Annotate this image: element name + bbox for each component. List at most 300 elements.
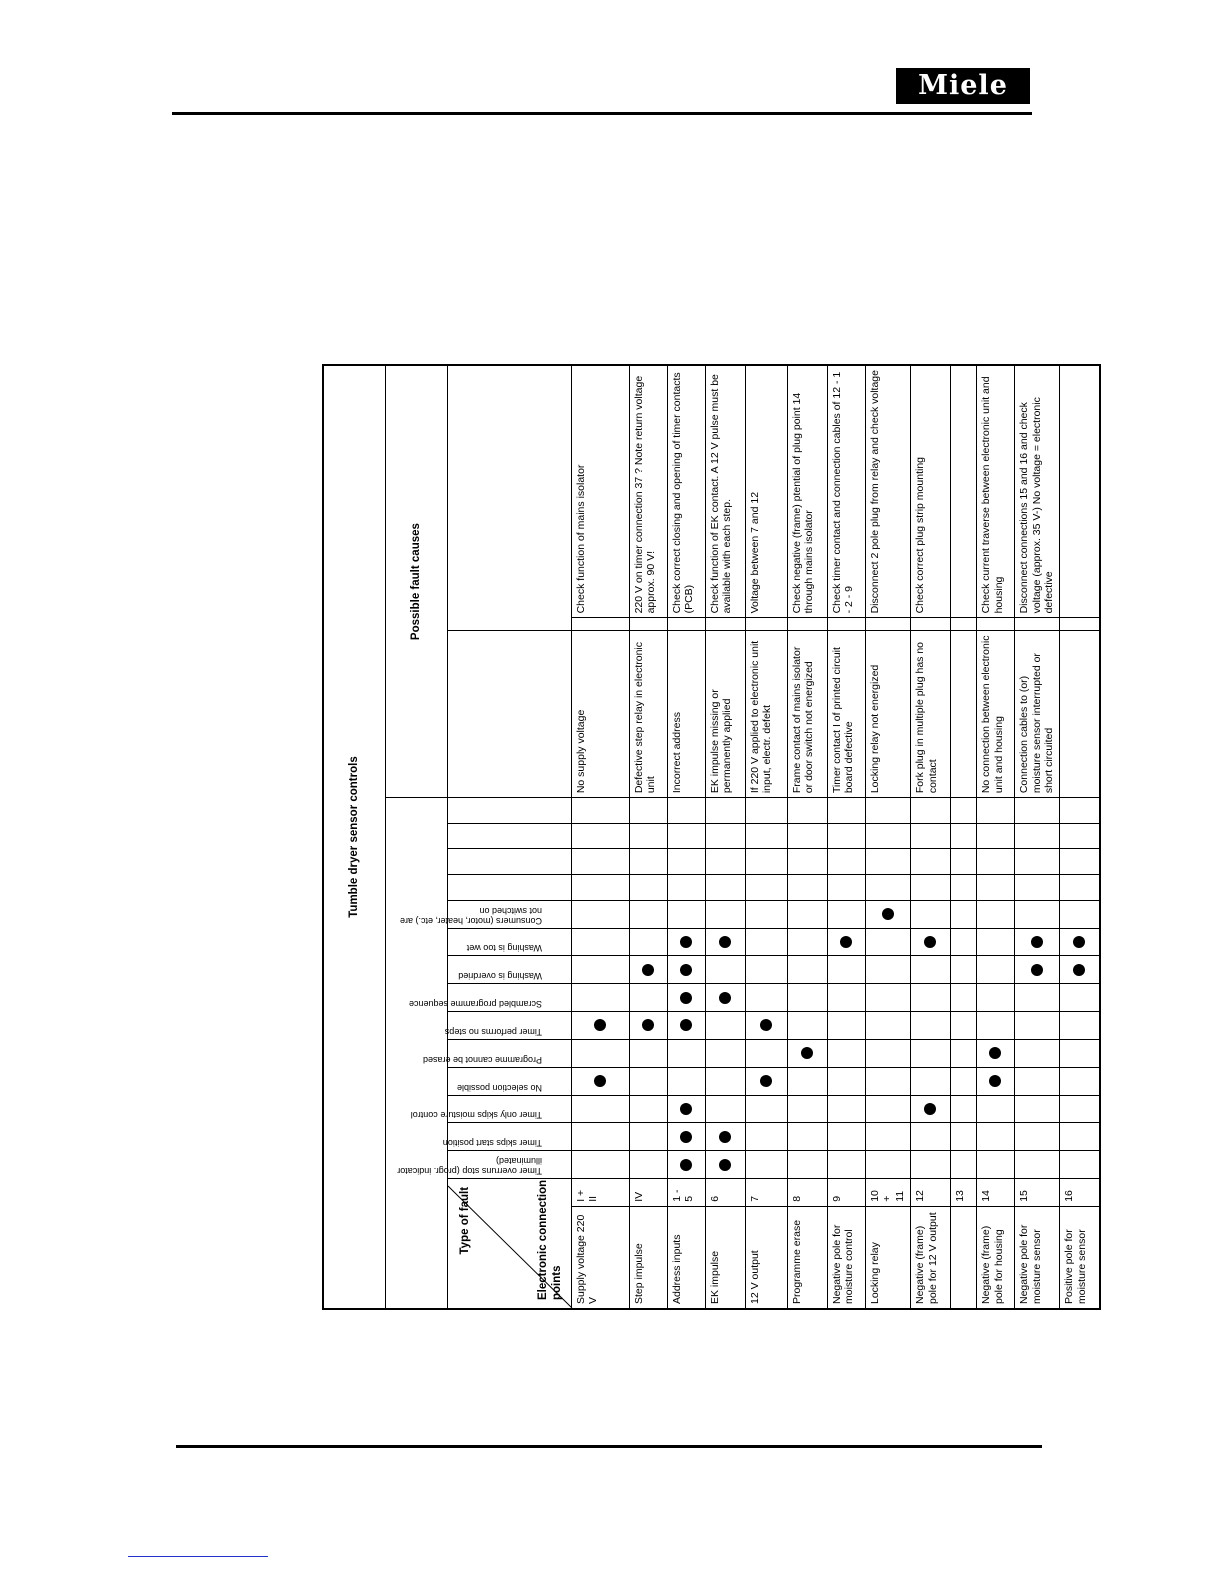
fault-mark-cell bbox=[1060, 984, 1100, 1012]
connection-point-label: Supply voltage 220 V bbox=[571, 1206, 629, 1309]
cause-spacer-cell bbox=[950, 618, 976, 631]
table-row bbox=[1014, 365, 1059, 1309]
cause-spacer-cell bbox=[571, 618, 629, 631]
fault-mark-cell bbox=[705, 900, 745, 928]
fault-mark-cell bbox=[910, 1012, 950, 1040]
connection-point-number: I + II bbox=[571, 1178, 629, 1206]
fault-mark-cell bbox=[1014, 1095, 1059, 1123]
fault-mark-cell bbox=[976, 1151, 1014, 1179]
fault-mark-cell bbox=[827, 984, 865, 1012]
fault-dot bbox=[924, 1103, 936, 1115]
fault-mark-cell bbox=[865, 1012, 910, 1040]
fault-dot bbox=[1031, 964, 1043, 976]
fault-mark-cell bbox=[571, 1039, 629, 1067]
fault-mark-cell bbox=[1060, 1123, 1100, 1151]
empty-cell bbox=[629, 849, 667, 875]
fault-dot bbox=[680, 1159, 692, 1171]
fault-mark-cell bbox=[950, 1012, 976, 1040]
fault-dot bbox=[719, 992, 731, 1004]
empty-cell bbox=[571, 823, 629, 849]
corner-bottom-label: Electronic connection points bbox=[536, 1179, 564, 1300]
fault-mark-cell bbox=[705, 1123, 745, 1151]
fault-mark-cell bbox=[976, 928, 1014, 956]
empty-cell bbox=[705, 875, 745, 901]
fault-type-label: Consumers (motor, heater, etc.) are not switched on bbox=[399, 905, 542, 926]
empty-cell bbox=[910, 798, 950, 824]
cause-spacer-cell bbox=[787, 618, 827, 631]
empty-cell bbox=[976, 798, 1014, 824]
connection-point-number: 14 bbox=[976, 1178, 1014, 1206]
fault-mark-cell bbox=[827, 1151, 865, 1179]
rotated-table-wrapper bbox=[322, 364, 1089, 1310]
fault-mark-cell bbox=[1014, 956, 1059, 984]
fault-dot bbox=[594, 1075, 606, 1087]
connection-point-number: IV bbox=[629, 1178, 667, 1206]
table-corner bbox=[447, 1178, 571, 1309]
fault-type-label: Timer only skips moisture control bbox=[410, 1110, 542, 1121]
empty-cell bbox=[1014, 875, 1059, 901]
empty-cell bbox=[705, 849, 745, 875]
empty-cell bbox=[1014, 823, 1059, 849]
fault-type-label: Timer skips start position bbox=[442, 1138, 542, 1149]
cause-spacer-cell bbox=[1014, 618, 1059, 631]
fault-mark-cell bbox=[745, 984, 787, 1012]
table-row bbox=[865, 365, 910, 1309]
empty-cell bbox=[571, 875, 629, 901]
table-row bbox=[827, 365, 865, 1309]
fault-mark-cell bbox=[827, 956, 865, 984]
fault-mark-cell bbox=[571, 1067, 629, 1095]
connection-point-number: 9 bbox=[827, 1178, 865, 1206]
fault-mark-cell bbox=[571, 900, 629, 928]
fault-dot bbox=[801, 1047, 813, 1059]
empty-cell bbox=[571, 849, 629, 875]
fault-dot bbox=[840, 936, 852, 948]
empty-cell bbox=[1014, 849, 1059, 875]
connection-point-number: 15 bbox=[1014, 1178, 1059, 1206]
table-row bbox=[787, 365, 827, 1309]
empty-cell bbox=[950, 798, 976, 824]
fault-mark-cell bbox=[629, 1095, 667, 1123]
fault-dot bbox=[719, 1159, 731, 1171]
empty-cell bbox=[827, 849, 865, 875]
fault-mark-cell bbox=[629, 900, 667, 928]
fault-mark-cell bbox=[950, 1039, 976, 1067]
fault-cause: Check correct plug strip mounting bbox=[910, 365, 950, 618]
empty-cell bbox=[629, 798, 667, 824]
fault-mark-cell bbox=[745, 956, 787, 984]
fault-type-header bbox=[422, 1039, 571, 1067]
fault-dot bbox=[989, 1047, 1001, 1059]
fault-mark-cell bbox=[910, 984, 950, 1012]
fault-mark-cell bbox=[667, 1012, 705, 1040]
fault-mark-cell bbox=[976, 1095, 1014, 1123]
fault-type-header bbox=[447, 1067, 571, 1095]
connection-point-label: Programme erase bbox=[787, 1206, 827, 1309]
fault-dot bbox=[924, 936, 936, 948]
fault-table bbox=[322, 364, 1101, 1310]
fault-mark-cell bbox=[910, 956, 950, 984]
fault-mark-cell bbox=[910, 928, 950, 956]
fault-description: No connection between electronic unit and housing bbox=[976, 631, 1014, 798]
fault-mark-cell bbox=[571, 1151, 629, 1179]
fault-type-header bbox=[399, 900, 571, 928]
fault-mark-cell bbox=[787, 984, 827, 1012]
fault-cause: Check negative (frame) ptential of plug point 14 through mains isolator bbox=[787, 365, 827, 618]
fault-type-header bbox=[408, 984, 571, 1012]
cause-spacer-cell bbox=[1060, 618, 1100, 631]
fault-mark-cell bbox=[667, 928, 705, 956]
fault-mark-cell bbox=[745, 900, 787, 928]
fault-type-header bbox=[410, 1095, 571, 1123]
fault-type-label: Washing is too wet bbox=[466, 943, 542, 954]
fault-mark-cell bbox=[705, 984, 745, 1012]
cause-spacer-cell bbox=[976, 618, 1014, 631]
fault-mark-cell bbox=[950, 1123, 976, 1151]
empty-header-cell bbox=[447, 849, 571, 875]
connection-point-label: 12 V output bbox=[745, 1206, 787, 1309]
fault-mark-cell bbox=[950, 1095, 976, 1123]
fault-mark-cell bbox=[1014, 1039, 1059, 1067]
fault-mark-cell bbox=[827, 1039, 865, 1067]
fault-mark-cell bbox=[745, 1095, 787, 1123]
fault-mark-cell bbox=[827, 1067, 865, 1095]
fault-description bbox=[950, 631, 976, 798]
corner-top-label: Type of fault bbox=[458, 1186, 471, 1255]
fault-mark-cell bbox=[787, 900, 827, 928]
table-row bbox=[629, 365, 667, 1309]
empty-cell bbox=[1060, 849, 1100, 875]
empty-cell bbox=[745, 823, 787, 849]
connection-point-number: 16 bbox=[1060, 1178, 1100, 1206]
fault-mark-cell bbox=[629, 1151, 667, 1179]
fault-cause: Check function of EK contact. A 12 V pulse must be available with each step. bbox=[705, 365, 745, 618]
fault-mark-cell bbox=[1060, 1151, 1100, 1179]
fault-mark-cell bbox=[705, 1012, 745, 1040]
fault-description: Timer contact I of printed circuit board defective bbox=[827, 631, 865, 798]
empty-cell bbox=[976, 875, 1014, 901]
fault-mark-cell bbox=[745, 1067, 787, 1095]
fault-cause bbox=[1060, 365, 1100, 618]
fault-mark-cell bbox=[976, 1123, 1014, 1151]
fault-mark-cell bbox=[865, 1151, 910, 1179]
connection-point-number: 6 bbox=[705, 1178, 745, 1206]
fault-mark-cell bbox=[571, 1095, 629, 1123]
fault-mark-cell bbox=[950, 1151, 976, 1179]
fault-mark-cell bbox=[667, 956, 705, 984]
table-row bbox=[910, 365, 950, 1309]
fault-mark-cell bbox=[865, 984, 910, 1012]
fault-dot bbox=[680, 964, 692, 976]
empty-cell bbox=[787, 849, 827, 875]
cause-spacer-cell bbox=[865, 618, 910, 631]
fault-mark-cell bbox=[827, 1123, 865, 1151]
fault-type-label: No selection possible bbox=[456, 1082, 542, 1093]
cause-spacer-cell bbox=[629, 618, 667, 631]
fault-description: Connection cables to (or) moisture sensor interrupted or short circuited bbox=[1014, 631, 1059, 798]
fault-mark-cell bbox=[865, 900, 910, 928]
table-row bbox=[571, 365, 629, 1309]
fault-type-label: Programme cannot be erased bbox=[422, 1054, 542, 1065]
empty-cell bbox=[950, 875, 976, 901]
fault-mark-cell bbox=[976, 900, 1014, 928]
header-rule bbox=[172, 112, 1032, 115]
fault-description: Defective step relay in electronic unit bbox=[629, 631, 667, 798]
fault-mark-cell bbox=[827, 900, 865, 928]
fault-mark-cell bbox=[705, 928, 745, 956]
fault-mark-cell bbox=[827, 1095, 865, 1123]
empty-cell bbox=[865, 849, 910, 875]
fault-dot bbox=[1073, 964, 1085, 976]
connection-point-label: Negative (frame) pole for 12 V output bbox=[910, 1206, 950, 1309]
cause-spacer-cell bbox=[827, 618, 865, 631]
footer-rule bbox=[176, 1445, 1042, 1448]
fault-description bbox=[1060, 631, 1100, 798]
fault-mark-cell bbox=[629, 1067, 667, 1095]
fault-mark-cell bbox=[705, 1095, 745, 1123]
empty-cell bbox=[950, 823, 976, 849]
fault-mark-cell bbox=[910, 1067, 950, 1095]
empty-cell bbox=[705, 798, 745, 824]
table-row bbox=[1060, 365, 1100, 1309]
fault-description: Incorrect address bbox=[667, 631, 705, 798]
fault-column-header bbox=[447, 631, 571, 798]
fault-mark-cell bbox=[950, 928, 976, 956]
causes-header: Possible fault causes bbox=[385, 365, 447, 798]
fault-mark-cell bbox=[571, 1123, 629, 1151]
fault-cause: Check timer contact and connection cables of 12 - 1 - 2 - 9 bbox=[827, 365, 865, 618]
cause-spacer-cell bbox=[705, 618, 745, 631]
fault-mark-cell bbox=[950, 1067, 976, 1095]
fault-type-label: Washing is overdried bbox=[457, 971, 542, 982]
fault-cause: Check current traverse between electronic unit and housing bbox=[976, 365, 1014, 618]
empty-cell bbox=[827, 823, 865, 849]
fault-mark-cell bbox=[705, 1039, 745, 1067]
empty-cell bbox=[976, 849, 1014, 875]
connection-point-label: EK impulse bbox=[705, 1206, 745, 1309]
fault-cause: Disconnect connections 15 and 16 and check voltage (approx. 35 V-) No voltage = electronic defective bbox=[1014, 365, 1059, 618]
fault-mark-cell bbox=[827, 1012, 865, 1040]
fault-type-label: Timer performs no steps bbox=[444, 1026, 542, 1037]
empty-cell bbox=[745, 875, 787, 901]
fault-mark-cell bbox=[629, 956, 667, 984]
fault-mark-cell bbox=[705, 1067, 745, 1095]
fault-mark-cell bbox=[976, 1067, 1014, 1095]
table-body bbox=[571, 365, 1100, 1309]
cause-spacer-cell bbox=[910, 618, 950, 631]
fault-mark-cell bbox=[1014, 1067, 1059, 1095]
fault-mark-cell bbox=[1014, 1151, 1059, 1179]
empty-cell bbox=[910, 875, 950, 901]
fault-mark-cell bbox=[1014, 1012, 1059, 1040]
fault-mark-cell bbox=[827, 928, 865, 956]
fault-mark-cell bbox=[910, 1095, 950, 1123]
empty-cell bbox=[787, 875, 827, 901]
fault-dot bbox=[719, 1131, 731, 1143]
connection-point-label: Negative (frame) pole for housing bbox=[976, 1206, 1014, 1309]
fault-dot bbox=[680, 1103, 692, 1115]
fault-mark-cell bbox=[787, 1095, 827, 1123]
connection-point-number: 10 + 11 bbox=[865, 1178, 910, 1206]
table-row bbox=[950, 365, 976, 1309]
fault-mark-cell bbox=[629, 1039, 667, 1067]
fault-mark-cell bbox=[787, 1067, 827, 1095]
empty-cell bbox=[629, 875, 667, 901]
fault-dot bbox=[760, 1075, 772, 1087]
fault-cause: Disconnect 2 pole plug from relay and check voltage bbox=[865, 365, 910, 618]
fault-mark-cell bbox=[667, 1151, 705, 1179]
fault-dot bbox=[989, 1075, 1001, 1087]
empty-cell bbox=[667, 823, 705, 849]
fault-mark-cell bbox=[667, 1067, 705, 1095]
fault-mark-cell bbox=[629, 984, 667, 1012]
fault-dot bbox=[594, 1020, 606, 1032]
fault-description: EK impulse missing or permanently applied bbox=[705, 631, 745, 798]
empty-cell bbox=[976, 823, 1014, 849]
fault-mark-cell bbox=[1060, 1039, 1100, 1067]
empty-cell bbox=[1060, 875, 1100, 901]
empty-cell bbox=[865, 798, 910, 824]
fault-mark-cell bbox=[1060, 1095, 1100, 1123]
connection-point-label: Negative pole for moisture sensor bbox=[1014, 1206, 1059, 1309]
fault-cause: Voltage between 7 and 12 bbox=[745, 365, 787, 618]
fault-mark-cell bbox=[667, 1123, 705, 1151]
connection-point-label: Locking relay bbox=[865, 1206, 910, 1309]
fault-mark-cell bbox=[976, 1039, 1014, 1067]
connection-point-number: 7 bbox=[745, 1178, 787, 1206]
cause-spacer-cell bbox=[745, 618, 787, 631]
empty-cell bbox=[910, 823, 950, 849]
causes-spacer-header bbox=[447, 365, 571, 631]
fault-mark-cell bbox=[787, 1039, 827, 1067]
connection-point-number: 8 bbox=[787, 1178, 827, 1206]
empty-cell bbox=[787, 823, 827, 849]
empty-cell bbox=[827, 798, 865, 824]
fault-mark-cell bbox=[745, 1123, 787, 1151]
empty-cell bbox=[667, 798, 705, 824]
fault-mark-cell bbox=[910, 1039, 950, 1067]
fault-dot bbox=[680, 936, 692, 948]
fault-mark-cell bbox=[950, 956, 976, 984]
table-title: Tumble dryer sensor controls bbox=[323, 365, 385, 1309]
fault-mark-cell bbox=[787, 1123, 827, 1151]
fault-mark-cell bbox=[571, 956, 629, 984]
cause-spacer-cell bbox=[667, 618, 705, 631]
fault-cause: Check function of mains isolator bbox=[571, 365, 629, 618]
fault-description: Locking relay not energized bbox=[865, 631, 910, 798]
empty-cell bbox=[1060, 823, 1100, 849]
fault-mark-cell bbox=[1060, 1067, 1100, 1095]
fault-cause bbox=[950, 365, 976, 618]
fault-dot bbox=[642, 1020, 654, 1032]
table-row bbox=[667, 365, 705, 1309]
empty-header-cell bbox=[447, 823, 571, 849]
table-row bbox=[976, 365, 1014, 1309]
fault-mark-cell bbox=[571, 928, 629, 956]
fault-type-header bbox=[442, 1123, 571, 1151]
fault-type-header bbox=[444, 1012, 571, 1040]
fault-mark-cell bbox=[976, 956, 1014, 984]
fault-mark-cell bbox=[705, 956, 745, 984]
fault-mark-cell bbox=[950, 900, 976, 928]
empty-cell bbox=[667, 875, 705, 901]
fault-mark-cell bbox=[1014, 984, 1059, 1012]
fault-dot bbox=[882, 908, 894, 920]
fault-dot bbox=[719, 936, 731, 948]
footer-link-underline bbox=[128, 1556, 268, 1557]
empty-cell bbox=[571, 798, 629, 824]
fault-mark-cell bbox=[1014, 928, 1059, 956]
fault-mark-cell bbox=[976, 1012, 1014, 1040]
fault-mark-cell bbox=[629, 928, 667, 956]
connection-point-number: 13 bbox=[950, 1178, 976, 1206]
fault-mark-cell bbox=[629, 1123, 667, 1151]
fault-mark-cell bbox=[1060, 956, 1100, 984]
empty-cell bbox=[667, 849, 705, 875]
empty-cell bbox=[827, 875, 865, 901]
fault-type-header bbox=[447, 928, 571, 956]
fault-mark-cell bbox=[1060, 928, 1100, 956]
fault-mark-cell bbox=[1060, 1012, 1100, 1040]
fault-dot bbox=[1073, 936, 1085, 948]
fault-mark-cell bbox=[705, 1151, 745, 1179]
connection-point-label: Step impulse bbox=[629, 1206, 667, 1309]
fault-mark-cell bbox=[865, 1067, 910, 1095]
empty-cell bbox=[865, 875, 910, 901]
empty-cell bbox=[910, 849, 950, 875]
miele-logo: Miele bbox=[896, 68, 1030, 104]
fault-cause: Check correct closing and opening of timer contacts (PCB) bbox=[667, 365, 705, 618]
fault-mark-cell bbox=[1014, 1123, 1059, 1151]
fault-mark-cell bbox=[1060, 900, 1100, 928]
fault-dot bbox=[760, 1020, 772, 1032]
table-row bbox=[745, 365, 787, 1309]
empty-cell bbox=[745, 798, 787, 824]
fault-mark-cell bbox=[787, 1012, 827, 1040]
fault-mark-cell bbox=[865, 1095, 910, 1123]
fault-mark-cell bbox=[667, 900, 705, 928]
fault-mark-cell bbox=[865, 1123, 910, 1151]
fault-mark-cell bbox=[667, 984, 705, 1012]
empty-cell bbox=[1014, 798, 1059, 824]
fault-dot bbox=[642, 964, 654, 976]
fault-mark-cell bbox=[865, 956, 910, 984]
empty-cell bbox=[950, 849, 976, 875]
fault-type-label: Timer overruns stop (progr. indicator illuminated) bbox=[396, 1156, 542, 1176]
fault-dot bbox=[680, 992, 692, 1004]
fault-dot bbox=[680, 1020, 692, 1032]
fault-mark-cell bbox=[910, 900, 950, 928]
fault-mark-cell bbox=[745, 1012, 787, 1040]
fault-mark-cell bbox=[667, 1095, 705, 1123]
fault-mark-cell bbox=[787, 928, 827, 956]
fault-mark-cell bbox=[910, 1151, 950, 1179]
fault-type-header bbox=[447, 956, 571, 984]
fault-mark-cell bbox=[629, 1012, 667, 1040]
connection-point-label: Negative pole for moisture control bbox=[827, 1206, 865, 1309]
empty-cell bbox=[787, 798, 827, 824]
fault-mark-cell bbox=[865, 1039, 910, 1067]
connection-point-label: Positive pole for moisture sensor bbox=[1060, 1206, 1100, 1309]
fault-description: Frame contact of mains isolator or door switch not energized bbox=[787, 631, 827, 798]
fault-mark-cell bbox=[910, 1123, 950, 1151]
fault-mark-cell bbox=[745, 928, 787, 956]
connection-point-number: 1 - 5 bbox=[667, 1178, 705, 1206]
fault-mark-cell bbox=[571, 1012, 629, 1040]
fault-description: Fork plug in multiple plug has no contact bbox=[910, 631, 950, 798]
fault-mark-cell bbox=[950, 984, 976, 1012]
fault-mark-cell bbox=[865, 928, 910, 956]
